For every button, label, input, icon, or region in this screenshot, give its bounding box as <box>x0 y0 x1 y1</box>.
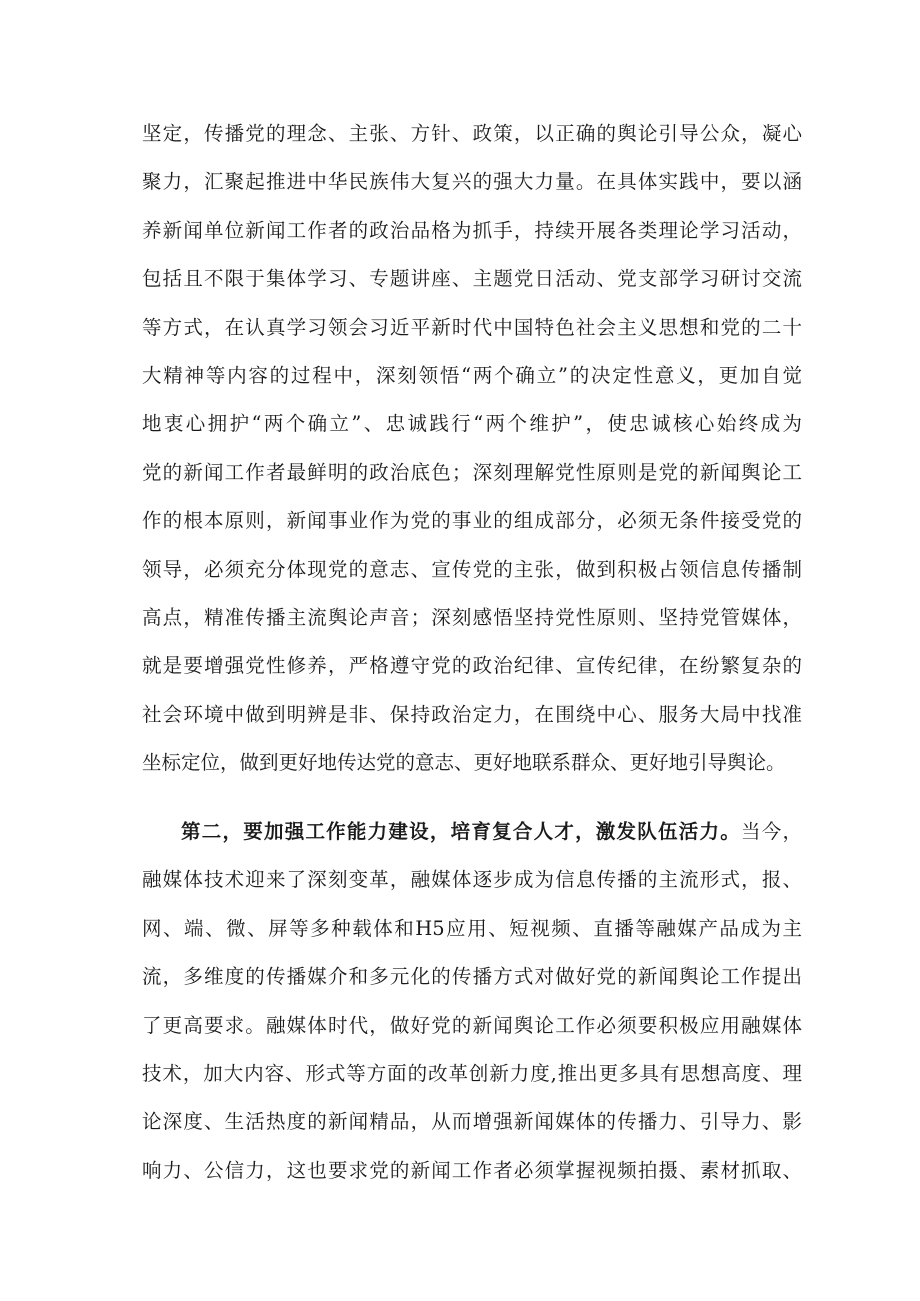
text-line: 高点，精准传播主流舆论声音；深刻感悟坚持党性原则、坚持党管媒体， <box>142 605 802 629</box>
text-line: 大精神等内容的过程中，深刻领悟“两个确立”的决定性意义，更加自觉 <box>142 363 802 387</box>
text-line: 技术，加大内容、形式等方面的改革创新力度,推出更多具有思想高度、理 <box>142 1061 802 1085</box>
text-line: 论深度、生活热度的新闻精品，从而增强新闻媒体的传播力、引导力、影 <box>142 1110 802 1134</box>
section-heading: 第二，要加强工作能力建设，培育复合人才，激发队伍活力。 <box>181 820 741 843</box>
text-line: 了更高要求。融媒体时代，做好党的新闻舆论工作必须要积极应用融媒体 <box>142 1013 802 1037</box>
text-line: 领导，必须充分体现党的意志、宣传党的主张，做到积极占领信息传播制 <box>142 557 802 581</box>
text-line: 坐标定位，做到更好地传达党的意志、更好地联系群众、更好地引导舆论。 <box>142 751 786 775</box>
heading-tail-text: 当今， <box>741 820 802 843</box>
text-line: 地衷心拥护“两个确立”、忠诚践行“两个维护”，使忠诚核心始终成为 <box>142 412 802 436</box>
paragraph-heading-line <box>142 808 802 856</box>
text-line: 网、端、微、屏等多种载体和H5应用、短视频、直播等融媒产品成为主 <box>142 916 802 940</box>
text-line: 养新闻单位新闻工作者的政治品格为抓手，持续开展各类理论学习活动， <box>142 218 802 242</box>
text-line: 等方式，在认真学习领会习近平新时代中国特色社会主义思想和党的二十 <box>142 315 802 339</box>
paragraph-political-quality <box>142 110 802 787</box>
text-line: 响力、公信力，这也要求党的新闻工作者必须掌握视频拍摄、素材抓取、 <box>142 1158 802 1182</box>
text-line: 就是要增强党性修养，严格遵守党的政治纪律、宣传纪律，在纷繁复杂的 <box>142 654 802 678</box>
text-line: 社会环境中做到明辨是非、保持政治定力，在围绕中心、服务大局中找准 <box>142 702 802 726</box>
text-line: 聚力，汇聚起推进中华民族伟大复兴的强大力量。在具体实践中，要以涵 <box>142 170 802 194</box>
text-line: 作的根本原则，新闻事业作为党的事业的组成部分，必须无条件接受党的 <box>142 509 802 533</box>
text-line: 包括且不限于集体学习、专题讲座、主题党日活动、党支部学习研讨交流 <box>142 267 802 291</box>
text-line: 坚定，传播党的理念、主张、方针、政策，以正确的舆论引导公众，凝心 <box>142 122 802 145</box>
text-line: 党的新闻工作者最鲜明的政治底色；深刻理解党性原则是党的新闻舆论工 <box>142 460 802 484</box>
text-line: 融媒体技术迎来了深刻变革，融媒体逐步成为信息传播的主流形式，报、 <box>142 868 802 892</box>
paragraph-work-capability <box>142 808 802 1195</box>
text-line: 流，多维度的传播媒介和多元化的传播方式对做好党的新闻舆论工作提出 <box>142 965 802 989</box>
